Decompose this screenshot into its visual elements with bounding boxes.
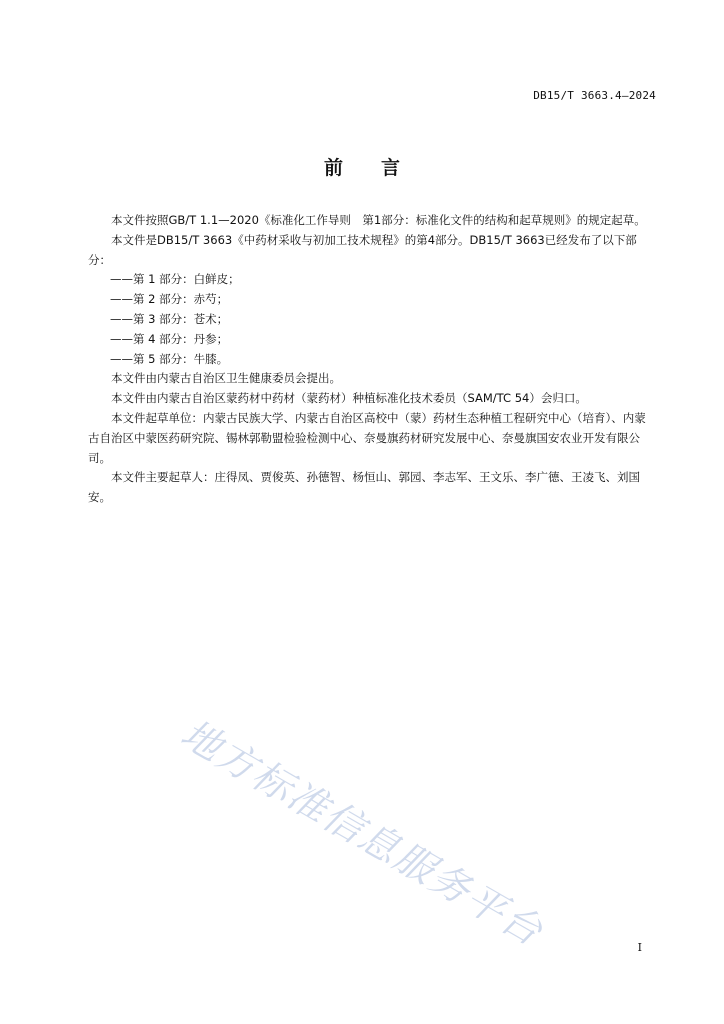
title-char-left: 前 <box>323 157 343 179</box>
watermark: 地方标准信息服务平台 <box>173 711 551 956</box>
page-title <box>0 153 724 180</box>
paragraph-committee: 本文件由内蒙古自治区蒙药材中药材（蒙药材）种植标准化技术委员（SAM/TC 54）会归口。 <box>111 391 587 406</box>
list-item: ——第 1 部分：白鲜皮； <box>110 272 240 287</box>
document-body <box>88 211 656 508</box>
paragraph-proposer: 本文件由内蒙古自治区卫生健康委员会提出。 <box>111 371 341 386</box>
document-code: DB15/T 3663.4—2024 <box>533 89 656 102</box>
list-item: ——第 3 部分：苍术； <box>110 311 229 326</box>
title-char-right: 言 <box>381 157 401 179</box>
list-item: ——第 5 部分：牛膝。 <box>110 351 229 366</box>
paragraph-drafting-units: 本文件起草单位：内蒙古民族大学、内蒙古自治区高校中（蒙）药材生态种植工程研究中心（培育）、内蒙古自治区中蒙医药研究院、锡林郭勒盟检验检测中心、奈曼旗药材研究发展中心、奈曼旗国安农业开发有限公司。 <box>88 410 646 465</box>
list-item: ——第 4 部分：丹参； <box>110 331 229 346</box>
paragraph-drafting-rules: 本文件按照GB/T 1.1—2020《标准化工作导则 第1部分：标准化文件的结构和起草规则》的规定起草。 <box>111 213 646 227</box>
paragraph-series-info: 本文件是DB15/T 3663《中药材采收与初加工技术规程》的第4部分。DB15/T 3663已经发布了以下部分： <box>88 232 637 267</box>
page-number: I <box>637 941 642 954</box>
paragraph-drafters: 本文件主要起草人：庄得凤、贾俊英、孙德智、杨恒山、郭园、李志军、王文乐、李广德、王凌飞、刘国安。 <box>88 470 640 505</box>
list-item: ——第 2 部分：赤芍； <box>110 292 229 307</box>
